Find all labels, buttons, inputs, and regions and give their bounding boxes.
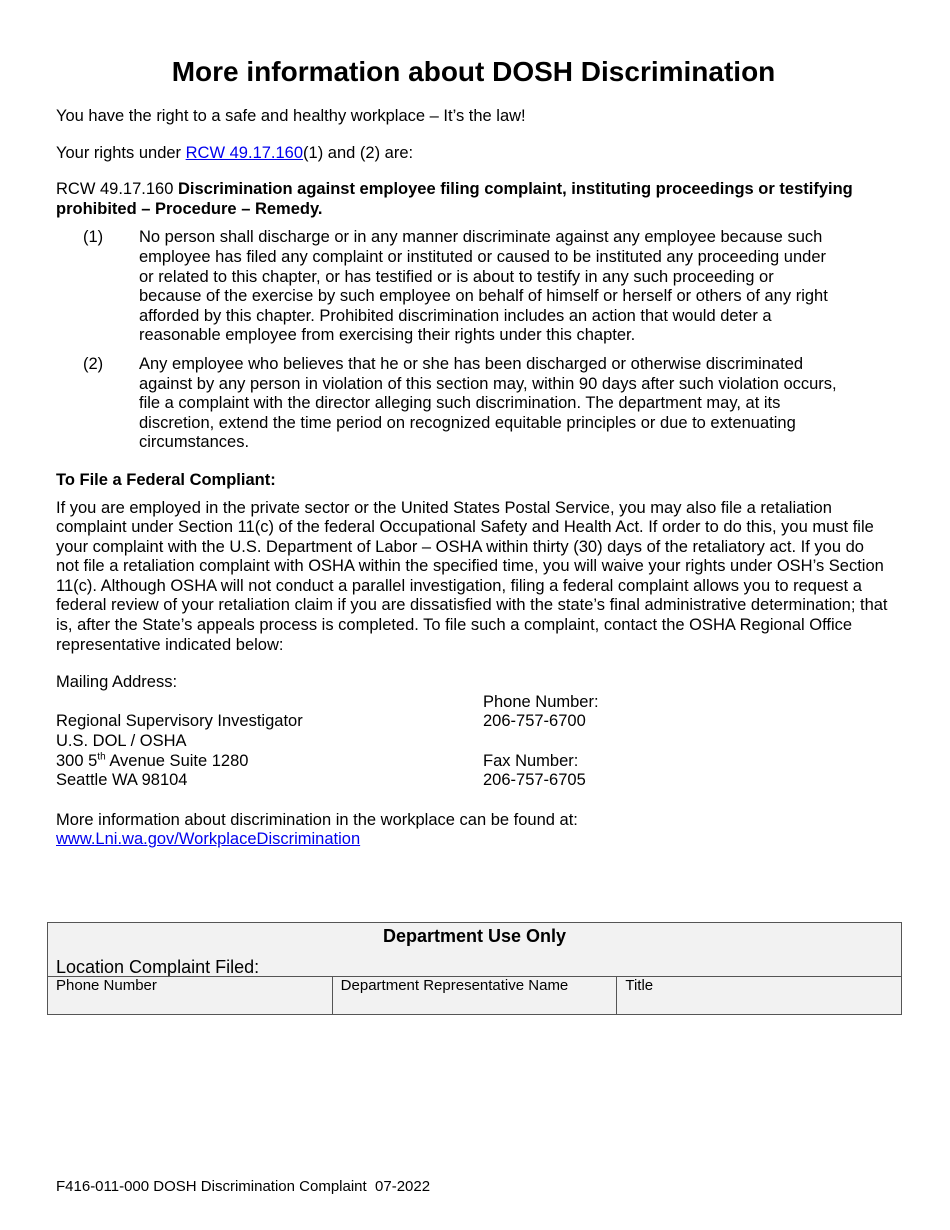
list-item	[56, 355, 891, 453]
rcw-title: Discrimination against employee filing complaint, instituting proceedings or testifying prohibited – Procedure – Remedy.	[56, 180, 853, 218]
phone-fax-column	[483, 693, 783, 791]
address-line-3	[56, 752, 483, 772]
address-line-1: Regional Supervisory Investigator	[56, 712, 303, 731]
contact-block	[56, 693, 891, 791]
intro-text: You have the right to a safe and healthy workplace – It’s the law!	[56, 107, 526, 125]
department-use-title: Department Use Only	[382, 926, 567, 946]
list-item-number: (2)	[83, 354, 104, 373]
address-street-number: 300 5	[56, 751, 98, 770]
phone-number-cell: Phone Number	[56, 977, 157, 994]
list-item-text: No person shall discharge or in any manner discriminate against any employee because such employee has filed any complaint or instituted or caused to be instituted any proceeding under or related to this chapter, or has testified or is about to testify in any such proceeding or because of the exercise by such employee on behalf of himself or herself or others of any right afforded by this chapter. Prohibited discrimination includes an action that would deter a reasonable employee from exercising their rights under this chapter.	[139, 228, 828, 345]
federal-body: If you are employed in the private sector or the United States Postal Service, you may also file a retaliation complaint under Section 11(c) of the federal Occupational Safety and Health Act. If order to do this, you must file your complaint with the U.S. Department of Labor – OSHA within thirty (30) days of the retaliatory act. If you do not file a retaliation complaint with OSHA within the specified time, you will waive your rights under OSH’s Section 11(c). Although OSHA will not conduct a parallel investigation, filing a federal complaint allows you to request a federal review of your retaliation claim if you are dissatisfied with the state’s final administrative determination; that is, after the State’s appeals process is completed. To file such a complaint, contact the OSHA Regional Office representative indicated below:	[56, 498, 888, 654]
rcw-link[interactable]: RCW 49.17.160	[185, 143, 304, 162]
rcw-number: RCW 49.17.160	[56, 180, 178, 199]
phone-label: Phone Number:	[483, 692, 599, 711]
phone-value: 206-757-6700	[483, 712, 586, 731]
department-use-table	[47, 922, 902, 1015]
location-complaint-filed-label: Location Complaint Filed:	[56, 957, 260, 977]
title-cell: Title	[616, 977, 901, 1015]
rights-line	[56, 144, 891, 164]
list-item	[56, 228, 891, 346]
list-item-text: Any employee who believes that he or she has been discharged or otherwise discriminated against by any person in violation of this section may, within 90 days after such violation occurs, file a complaint with the director alleging such discrimination. The department may, at its discretion, extend the time period on recognized equitable principles or due to extenuating circumstances.	[139, 354, 837, 452]
more-info-text: More information about discrimination in the workplace can be found at:	[56, 810, 578, 829]
form-footer: F416-011-000 DOSH Discrimination Complaint 07-2022	[56, 1178, 431, 1195]
rights-prefix: Your rights under	[56, 143, 186, 162]
more-info-link-line	[56, 830, 891, 850]
fax-value: 206-757-6705	[483, 771, 586, 790]
address-line-2: U.S. DOL / OSHA	[56, 732, 187, 751]
address-ordinal-suffix: th	[97, 751, 106, 763]
workplace-discrimination-link[interactable]: www.Lni.wa.gov/WorkplaceDiscrimination	[56, 830, 361, 849]
rights-suffix: (1) and (2) are:	[303, 143, 414, 162]
department-representative-name-cell: Department Representative Name	[332, 977, 617, 1015]
mailing-address-label: Mailing Address:	[56, 673, 178, 692]
rcw-list	[56, 228, 891, 453]
federal-heading: To File a Federal Compliant:	[56, 470, 276, 489]
page-title: More information about DOSH Discrimination	[171, 56, 776, 87]
list-item-number: (1)	[83, 228, 104, 247]
document-page	[56, 55, 891, 850]
mailing-address	[56, 693, 483, 791]
fax-label: Fax Number:	[483, 751, 579, 770]
rcw-heading	[56, 180, 891, 219]
address-line-4: Seattle WA 98104	[56, 771, 188, 790]
department-use-row	[48, 976, 901, 1015]
address-street-name: Avenue Suite 1280	[105, 751, 249, 770]
